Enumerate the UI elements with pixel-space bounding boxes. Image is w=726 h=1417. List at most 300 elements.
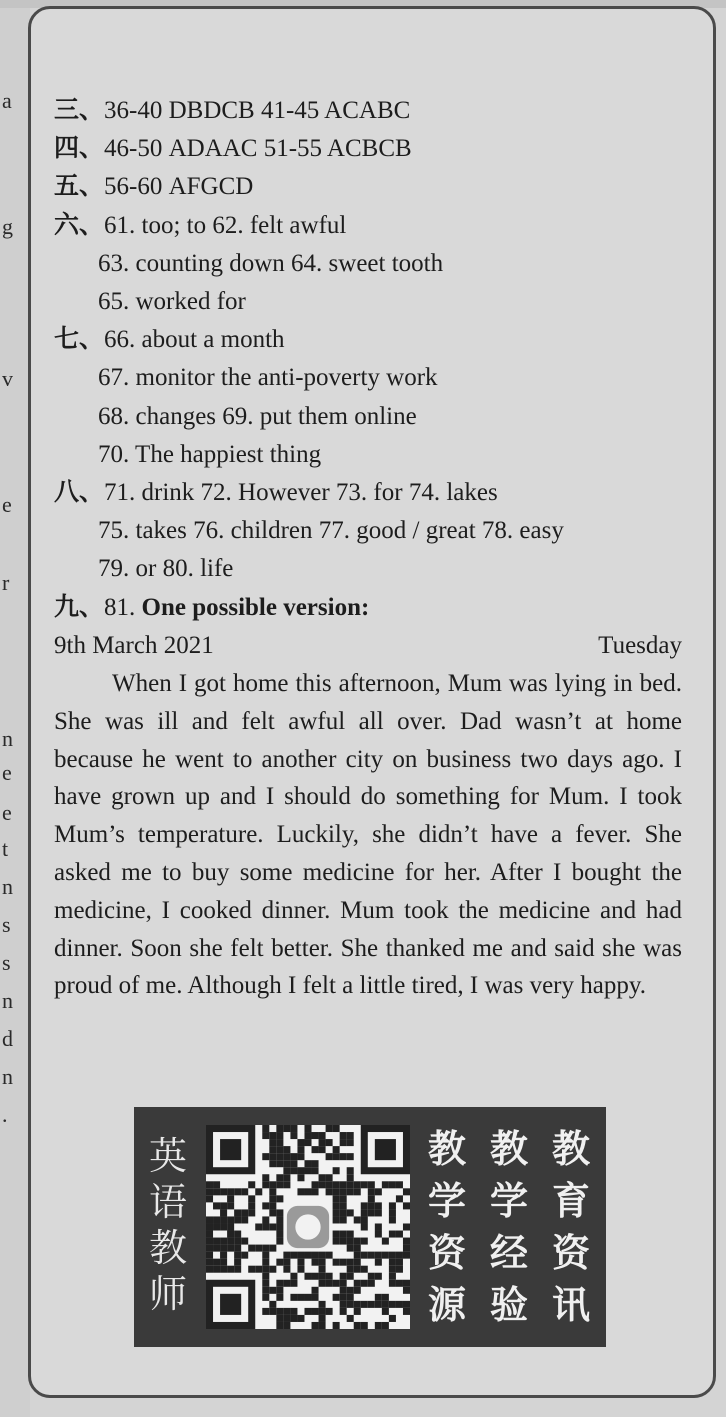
qr-module — [354, 1280, 361, 1287]
qr-module — [382, 1301, 389, 1308]
qr-module — [333, 1195, 340, 1202]
answer-text: 65. worked for — [98, 288, 246, 316]
qr-module — [241, 1188, 248, 1195]
qr-module — [241, 1238, 248, 1245]
qr-module — [269, 1139, 276, 1146]
qr-module — [227, 1245, 234, 1252]
margin-fragment: n — [2, 726, 13, 751]
qr-module — [262, 1294, 269, 1301]
qr-module — [248, 1195, 255, 1202]
qr-module — [354, 1301, 361, 1308]
qr-module — [347, 1167, 354, 1174]
qr-module — [368, 1195, 375, 1202]
banner-char: 资 — [427, 1231, 466, 1275]
qr-module — [389, 1259, 396, 1266]
qr-module — [234, 1259, 241, 1266]
qr-module — [304, 1167, 311, 1174]
qr-module — [389, 1266, 396, 1273]
qr-module — [396, 1301, 403, 1308]
banner-char: 验 — [489, 1283, 528, 1327]
qr-module — [283, 1174, 290, 1181]
qr-module — [333, 1167, 340, 1174]
qr-module — [312, 1322, 319, 1329]
qr-module — [206, 1259, 213, 1266]
qr-module — [297, 1266, 304, 1273]
qr-module — [269, 1202, 276, 1209]
qr-module — [262, 1308, 269, 1315]
qr-module — [361, 1202, 368, 1209]
qr-module — [340, 1216, 347, 1223]
qr-module — [347, 1287, 354, 1294]
answer-text: 67. monitor the anti-poverty work — [98, 364, 438, 392]
qr-module — [312, 1167, 319, 1174]
qr-module — [213, 1188, 220, 1195]
qr-module — [340, 1202, 347, 1209]
answer-row-9 — [54, 589, 682, 627]
qr-module — [227, 1202, 234, 1209]
qr-module — [333, 1259, 340, 1266]
qr-module — [262, 1287, 269, 1294]
qr-module — [262, 1132, 269, 1139]
qr-module — [347, 1266, 354, 1273]
answer-text: 75. takes 76. children 77. good / great 78. easy — [98, 517, 564, 545]
qr-module — [276, 1238, 283, 1245]
qr-module — [304, 1139, 311, 1146]
qr-module — [290, 1153, 297, 1160]
question-number: 81. — [104, 593, 136, 621]
qr-module — [213, 1259, 220, 1266]
qr-module — [206, 1231, 213, 1238]
qr-module — [227, 1266, 234, 1273]
qr-module — [403, 1202, 410, 1209]
qr-module — [269, 1146, 276, 1153]
qr-module — [403, 1238, 410, 1245]
qr-module — [312, 1294, 319, 1301]
qr-center-mark — [295, 1214, 320, 1239]
qr-module — [347, 1153, 354, 1160]
qr-module — [283, 1181, 290, 1188]
qr-module — [354, 1181, 361, 1188]
margin-fragment: d — [2, 1026, 13, 1051]
banner-title-char: 教 — [148, 1226, 187, 1270]
qr-module — [297, 1259, 304, 1266]
qr-module — [304, 1273, 311, 1280]
banner-char: 源 — [427, 1283, 466, 1327]
qr-module — [206, 1195, 213, 1202]
qr-module — [269, 1301, 276, 1308]
qr-module — [206, 1188, 213, 1195]
qr-module — [276, 1181, 283, 1188]
qr-module — [326, 1188, 333, 1195]
qr-module — [248, 1181, 255, 1188]
qr-module — [361, 1252, 368, 1259]
qr-module — [220, 1238, 227, 1245]
qr-module — [269, 1287, 276, 1294]
banner-title-char: 语 — [148, 1180, 187, 1224]
qr-module — [354, 1238, 361, 1245]
qr-module — [319, 1139, 326, 1146]
left-column-fragments — [0, 0, 30, 1417]
qr-module — [227, 1223, 234, 1230]
section-label: 六、 — [54, 211, 105, 239]
qr-module — [361, 1216, 368, 1223]
qr-module — [213, 1245, 220, 1252]
answer-row-4 — [54, 130, 682, 168]
margin-fragment: n — [2, 1064, 13, 1089]
qr-module — [361, 1238, 368, 1245]
qr-module — [340, 1209, 347, 1216]
qr-module — [333, 1181, 340, 1188]
qr-module — [375, 1259, 382, 1266]
qr-module — [248, 1245, 255, 1252]
qr-module — [326, 1308, 333, 1315]
qr-module — [276, 1308, 283, 1315]
qr-module — [375, 1252, 382, 1259]
qr-module — [319, 1273, 326, 1280]
qr-module — [389, 1209, 396, 1216]
qr-module — [290, 1273, 297, 1280]
qr-module — [354, 1287, 361, 1294]
margin-fragment: e — [2, 800, 12, 825]
qr-module — [276, 1195, 283, 1202]
qr-module — [389, 1202, 396, 1209]
qr-module — [333, 1216, 340, 1223]
qr-module — [375, 1301, 382, 1308]
qr-module — [227, 1216, 234, 1223]
qr-module — [241, 1252, 248, 1259]
qr-module — [255, 1245, 262, 1252]
qr-module — [213, 1216, 220, 1223]
qr-module — [354, 1322, 361, 1329]
qr-module — [403, 1301, 410, 1308]
qr-module — [213, 1266, 220, 1273]
qr-module — [297, 1146, 304, 1153]
qr-module — [382, 1308, 389, 1315]
banner-char: 育 — [551, 1179, 590, 1223]
qr-module — [234, 1231, 241, 1238]
qr-module — [319, 1181, 326, 1188]
qr-module — [347, 1132, 354, 1139]
answer-text: 70. The happiest thing — [98, 440, 322, 468]
qr-module — [283, 1146, 290, 1153]
banner-char: 讯 — [551, 1283, 590, 1327]
qr-module — [220, 1188, 227, 1195]
qr-module — [206, 1266, 213, 1273]
qr-module — [276, 1322, 283, 1329]
qr-module — [382, 1181, 389, 1188]
qr-module — [255, 1266, 262, 1273]
qr-module — [312, 1259, 319, 1266]
qr-module — [283, 1160, 290, 1167]
qr-module — [347, 1238, 354, 1245]
qr-module — [290, 1308, 297, 1315]
qr-module — [389, 1301, 396, 1308]
banner-title-char: 英 — [148, 1134, 187, 1178]
qr-module — [396, 1280, 403, 1287]
qr-module — [262, 1202, 269, 1209]
qr-module — [319, 1315, 326, 1322]
qr-module — [361, 1181, 368, 1188]
qr-module — [382, 1238, 389, 1245]
qr-module — [312, 1160, 319, 1167]
qr-module — [389, 1315, 396, 1322]
qr-module — [220, 1245, 227, 1252]
qr-module — [283, 1125, 290, 1132]
qr-module — [276, 1280, 283, 1287]
answer-text: 63. counting down 64. sweet tooth — [98, 249, 444, 277]
qr-module — [319, 1146, 326, 1153]
qr-module — [297, 1174, 304, 1181]
qr-module — [262, 1245, 269, 1252]
qr-module — [368, 1252, 375, 1259]
qr-module — [241, 1216, 248, 1223]
qr-module — [276, 1132, 283, 1139]
qr-module — [213, 1223, 220, 1230]
qr-module — [276, 1287, 283, 1294]
qr-module — [375, 1294, 382, 1301]
qr-module — [276, 1216, 283, 1223]
qr-module — [283, 1308, 290, 1315]
qr-module — [269, 1266, 276, 1273]
qr-module — [382, 1294, 389, 1301]
qr-module — [333, 1209, 340, 1216]
qr-module — [403, 1188, 410, 1195]
qr-module — [234, 1245, 241, 1252]
margin-fragment: t — [2, 836, 9, 861]
qr-module — [368, 1181, 375, 1188]
qr-module — [389, 1273, 396, 1280]
qr-module — [276, 1153, 283, 1160]
qr-module — [234, 1209, 241, 1216]
answer-text: 46-50 ADAAC 51-55 ACBCB — [104, 135, 412, 163]
qr-module — [262, 1174, 269, 1181]
answer-text: 36-40 DBDCB 41-45 ACABC — [104, 97, 411, 124]
qr-module — [297, 1139, 304, 1146]
qr-module — [227, 1195, 234, 1202]
qr-module — [304, 1132, 311, 1139]
qr-module — [347, 1174, 354, 1181]
qr-module — [347, 1294, 354, 1301]
qr-module — [347, 1301, 354, 1308]
qr-module — [255, 1188, 262, 1195]
qr-module — [312, 1273, 319, 1280]
qr-module — [206, 1223, 213, 1230]
qr-module — [262, 1280, 269, 1287]
qr-module — [375, 1209, 382, 1216]
qr-module — [262, 1252, 269, 1259]
qr-module — [213, 1181, 220, 1188]
qr-module — [403, 1287, 410, 1294]
answer-text: 79. or 80. life — [98, 555, 234, 583]
qr-module — [340, 1301, 347, 1308]
qr-module — [403, 1223, 410, 1230]
qr-module — [326, 1153, 333, 1160]
qr-module — [276, 1160, 283, 1167]
margin-fragment: s — [2, 950, 11, 975]
qr-module — [319, 1322, 326, 1329]
qr-module — [262, 1223, 269, 1230]
qr-module — [227, 1238, 234, 1245]
qr-module — [220, 1259, 227, 1266]
answer-text: 66. about a month — [104, 326, 285, 354]
qr-module — [262, 1153, 269, 1160]
diary-weekday: Tuesday — [598, 631, 682, 659]
qr-module — [396, 1181, 403, 1188]
banner-char: 教 — [551, 1127, 590, 1171]
qr-module — [269, 1160, 276, 1167]
banner-char: 教 — [489, 1127, 528, 1171]
qr-module — [312, 1146, 319, 1153]
qr-module — [248, 1209, 255, 1216]
qr-module — [234, 1266, 241, 1273]
qr-module — [368, 1273, 375, 1280]
qr-module — [304, 1294, 311, 1301]
qr-module — [396, 1252, 403, 1259]
qr-module — [326, 1252, 333, 1259]
answer-row-8 — [54, 474, 682, 512]
qr-module — [262, 1125, 269, 1132]
qr-module — [340, 1231, 347, 1238]
qr-module — [290, 1132, 297, 1139]
qr-module — [333, 1238, 340, 1245]
qr-module — [276, 1146, 283, 1153]
qr-module — [347, 1231, 354, 1238]
qr-module — [333, 1202, 340, 1209]
qr-module — [326, 1174, 333, 1181]
qr-module — [354, 1188, 361, 1195]
qr-module — [354, 1252, 361, 1259]
qr-module — [269, 1223, 276, 1230]
banner-title-char: 师 — [148, 1272, 187, 1316]
qr-module — [234, 1188, 241, 1195]
banner-char: 教 — [427, 1127, 466, 1171]
qr-module — [382, 1322, 389, 1329]
qr-module — [403, 1280, 410, 1287]
qr-module — [333, 1188, 340, 1195]
qr-module — [403, 1245, 410, 1252]
qr-module — [375, 1231, 382, 1238]
qr-module — [283, 1167, 290, 1174]
qr-module — [269, 1308, 276, 1315]
qr-finder-pattern — [220, 1139, 241, 1160]
qr-module — [213, 1202, 220, 1209]
qr-module — [354, 1266, 361, 1273]
qr-module — [347, 1315, 354, 1322]
qr-module — [319, 1301, 326, 1308]
qr-module — [248, 1266, 255, 1273]
qr-module — [220, 1266, 227, 1273]
answer-text: 56-60 AFGCD — [104, 173, 254, 201]
section-label: 七、 — [54, 326, 105, 354]
qr-module — [213, 1238, 220, 1245]
qr-module — [326, 1181, 333, 1188]
qr-module — [347, 1273, 354, 1280]
qr-module — [361, 1209, 368, 1216]
qr-module — [319, 1252, 326, 1259]
qr-module — [312, 1188, 319, 1195]
qr-module — [319, 1266, 326, 1273]
qr-module — [319, 1132, 326, 1139]
qr-module — [269, 1153, 276, 1160]
qr-module — [283, 1259, 290, 1266]
qr-module — [206, 1216, 213, 1223]
qr-module — [290, 1280, 297, 1287]
qr-module — [262, 1266, 269, 1273]
qr-module — [276, 1231, 283, 1238]
qr-module — [290, 1125, 297, 1132]
answer-row-5 — [54, 168, 682, 206]
qr-module — [340, 1287, 347, 1294]
qr-module — [319, 1259, 326, 1266]
qr-module — [319, 1308, 326, 1315]
qr-finder-pattern — [220, 1294, 241, 1315]
qr-code-icon[interactable] — [206, 1125, 410, 1329]
qr-module — [389, 1231, 396, 1238]
qr-module — [396, 1231, 403, 1238]
qr-module — [368, 1202, 375, 1209]
qr-module — [269, 1209, 276, 1216]
qr-module — [276, 1315, 283, 1322]
qr-module — [248, 1202, 255, 1209]
answer-key-content — [54, 92, 682, 1005]
section-label: 九、 — [54, 593, 105, 621]
qr-module — [290, 1315, 297, 1322]
qr-module — [361, 1280, 368, 1287]
answer-row-7 — [54, 321, 682, 359]
qr-module — [290, 1160, 297, 1167]
qr-module — [283, 1266, 290, 1273]
qr-module — [304, 1125, 311, 1132]
qr-module — [206, 1181, 213, 1188]
qr-module — [297, 1315, 304, 1322]
qr-module — [220, 1209, 227, 1216]
qr-module — [326, 1273, 333, 1280]
qr-module — [403, 1308, 410, 1315]
qr-module — [333, 1280, 340, 1287]
qr-module — [340, 1181, 347, 1188]
qr-module — [382, 1252, 389, 1259]
qr-module — [368, 1209, 375, 1216]
qr-module — [220, 1223, 227, 1230]
qr-module — [227, 1188, 234, 1195]
qr-module — [347, 1245, 354, 1252]
margin-fragment: r — [2, 570, 10, 595]
qr-module — [276, 1139, 283, 1146]
qr-module — [340, 1280, 347, 1287]
qr-module — [361, 1322, 368, 1329]
qr-module — [276, 1223, 283, 1230]
qr-module — [283, 1315, 290, 1322]
qr-module — [368, 1188, 375, 1195]
qr-module — [333, 1153, 340, 1160]
qr-module — [319, 1174, 326, 1181]
margin-fragment: g — [2, 214, 13, 239]
qr-module — [220, 1202, 227, 1209]
qr-module — [396, 1259, 403, 1266]
qr-module — [283, 1280, 290, 1287]
margin-fragment: s — [2, 912, 11, 937]
margin-fragment: e — [2, 760, 12, 785]
qr-module — [269, 1188, 276, 1195]
qr-module — [389, 1280, 396, 1287]
qr-module — [262, 1216, 269, 1223]
margin-fragment: v — [2, 366, 13, 391]
qr-module — [375, 1188, 382, 1195]
qr-module — [304, 1308, 311, 1315]
qr-module — [396, 1266, 403, 1273]
qr-module — [340, 1153, 347, 1160]
qr-code-graphic — [206, 1125, 410, 1329]
